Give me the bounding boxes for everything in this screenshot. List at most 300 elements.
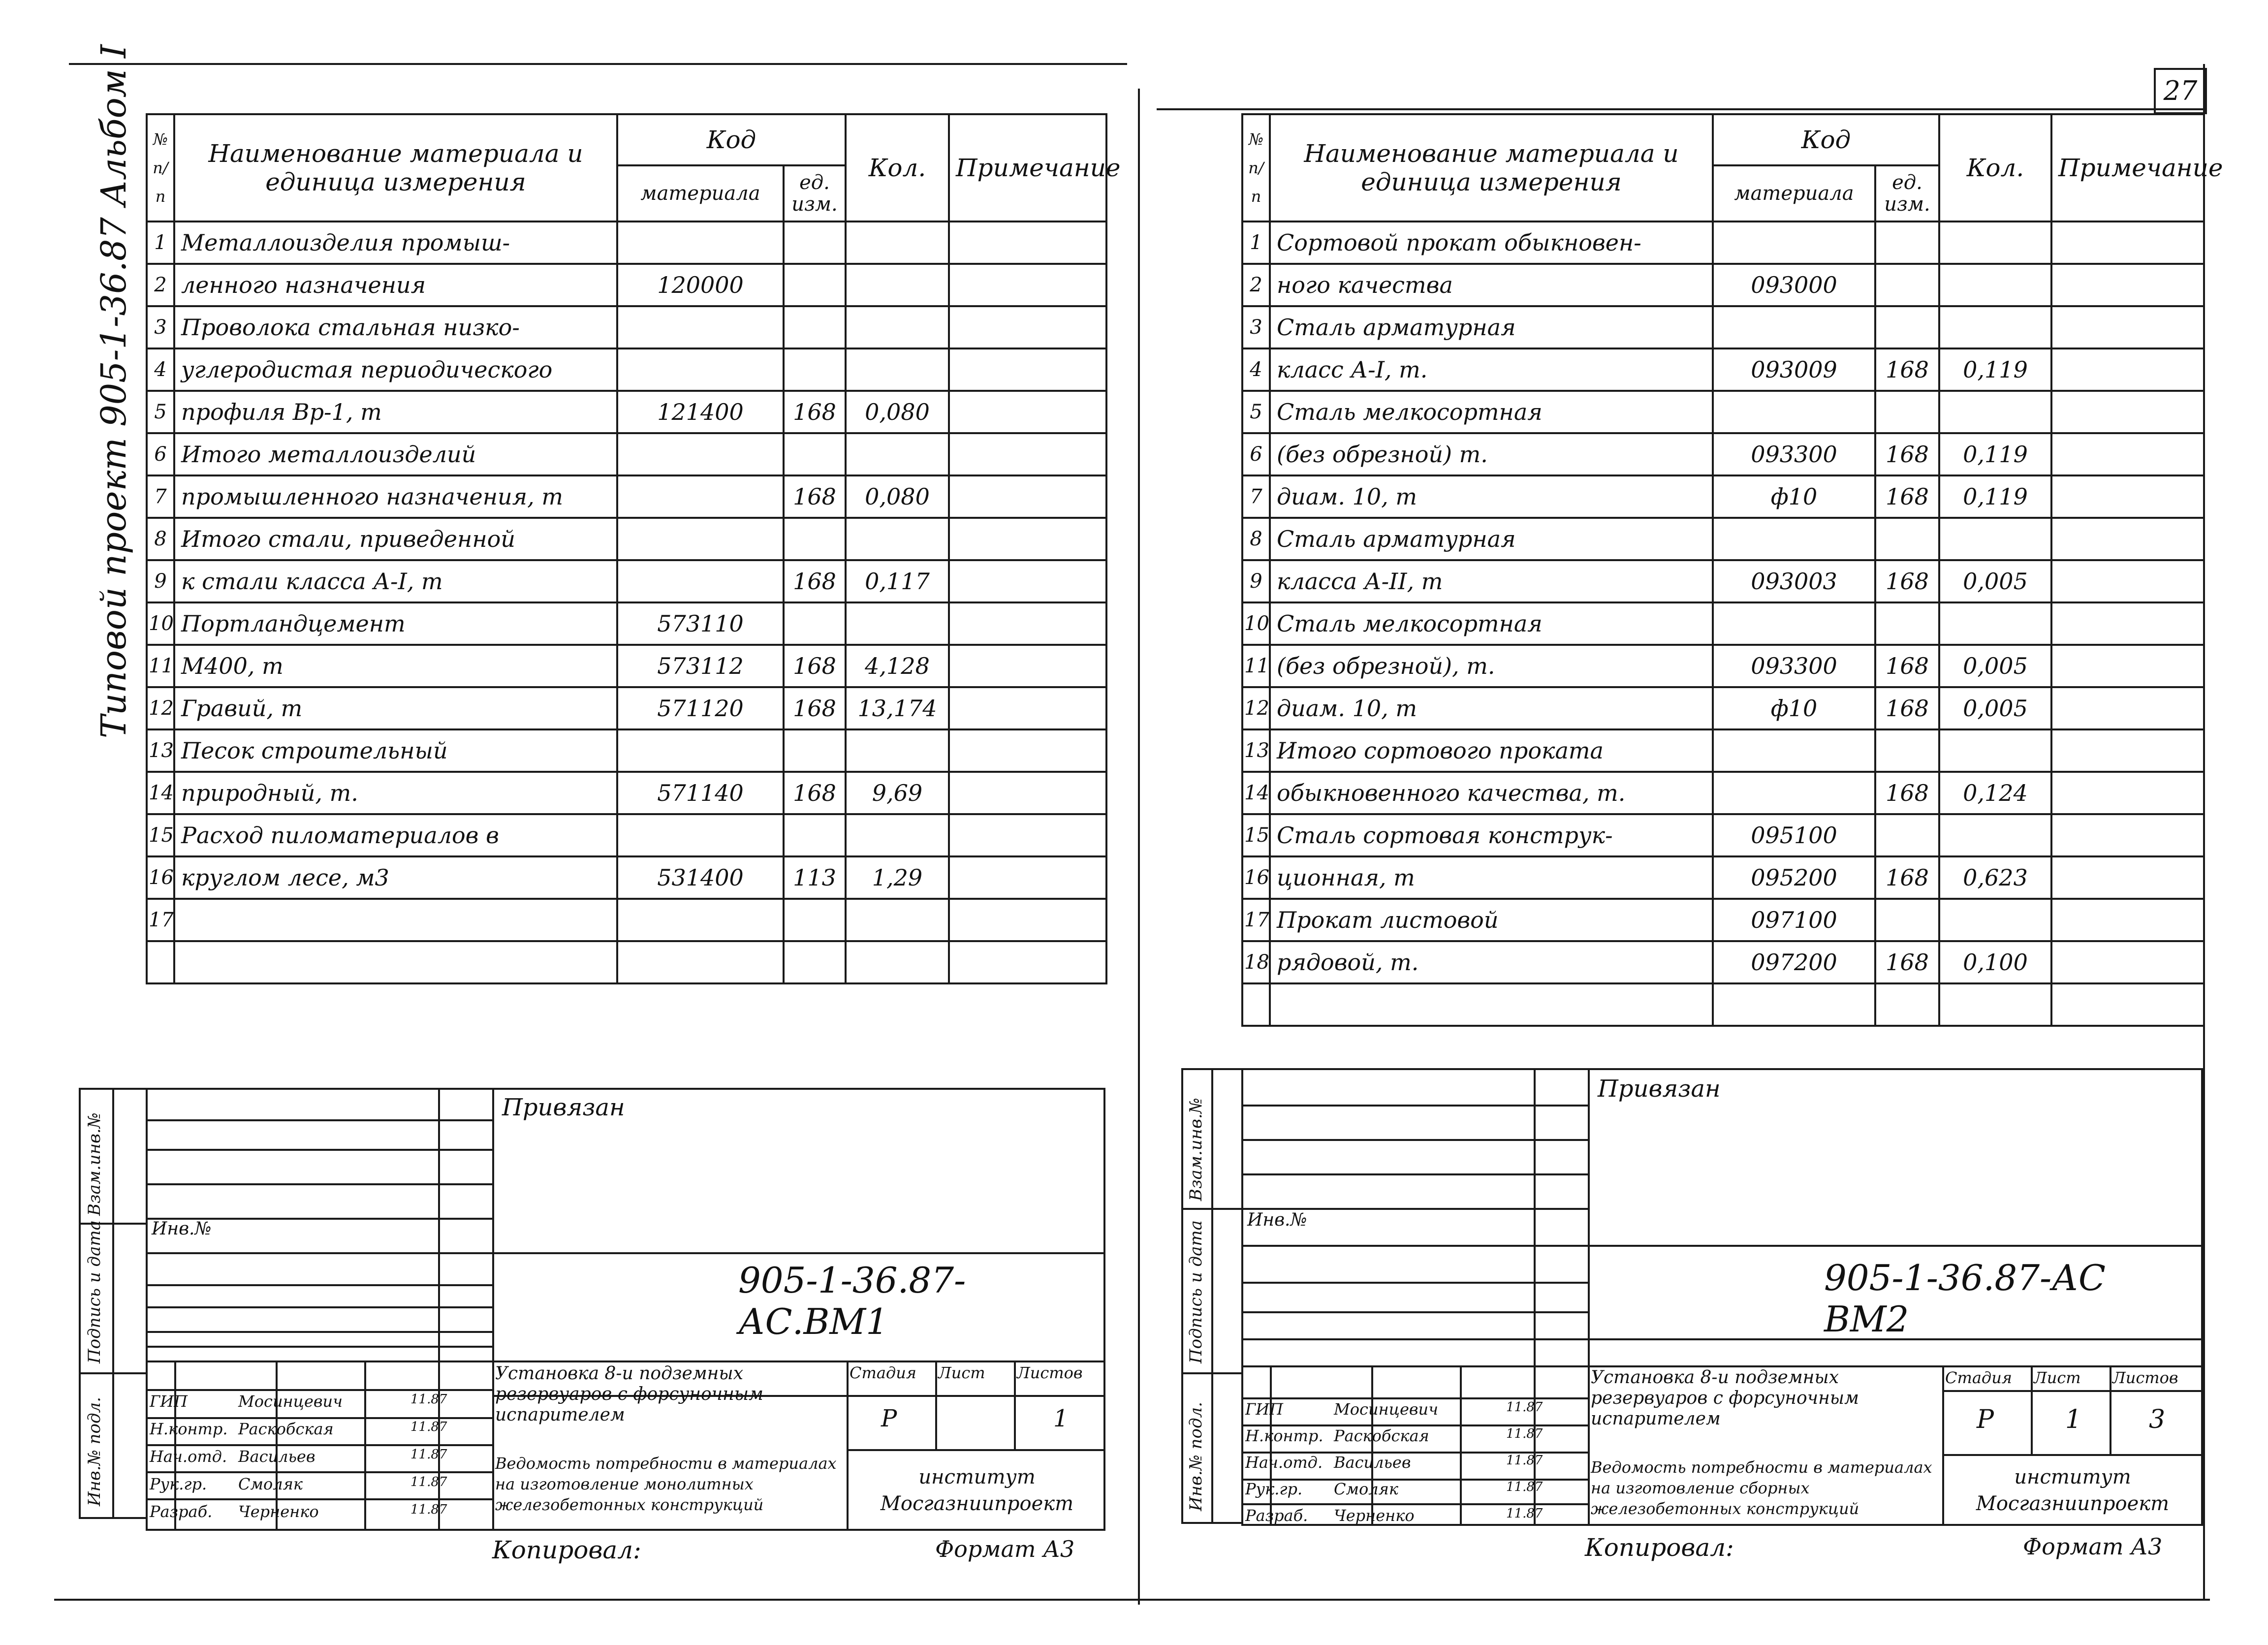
row-note: [949, 433, 1106, 475]
row-note: [949, 687, 1106, 729]
row-note: [2051, 221, 2204, 264]
table-row: [1242, 602, 2204, 645]
page-number-box: [2154, 68, 2207, 114]
row-name: ционная, т: [1270, 856, 1713, 899]
row-number: 4: [147, 348, 174, 391]
row-name: (без обрезной) т.: [1270, 433, 1713, 475]
row-unit: [784, 814, 846, 856]
table-row: [147, 899, 1106, 941]
row-qty: [1939, 983, 2051, 1026]
top-border-line-right: [1157, 108, 2205, 110]
row-unit: 168: [1875, 772, 1939, 814]
row-unit: [1875, 391, 1939, 433]
row-name: ленного назначения: [174, 264, 617, 306]
row-name: рядовой, т.: [1270, 941, 1713, 983]
row-qty: [846, 221, 949, 264]
row-name: промышленного назначения, т: [174, 475, 617, 518]
row-qty: [846, 518, 949, 560]
row-qty: 0,080: [846, 391, 949, 433]
left-stamp-doc-code: 905-1-36.87-АС.ВМ1: [738, 1260, 966, 1342]
left-header-row: [147, 114, 1106, 165]
row-code: 531400: [617, 856, 784, 899]
row-qty: [1939, 391, 2051, 433]
table-row: [147, 602, 1106, 645]
stamp-date: 11.87: [410, 1447, 447, 1462]
row-name: класс А-I, т.: [1270, 348, 1713, 391]
row-code: 097100: [1713, 899, 1875, 941]
right-stamp-sheet-title: Ведомость потребности в материалах на изготовление сборных железобетонных конструкций: [1591, 1458, 1932, 1518]
row-code: [1713, 221, 1875, 264]
left-stamp-attached: Привязан: [502, 1094, 625, 1121]
table-row: [1242, 814, 2204, 856]
row-name: Сталь арматурная: [1270, 518, 1713, 560]
side-caption: Типовой проект 905-1-36.87 Альбом I: [94, 44, 134, 738]
row-name: Гравий, т: [174, 687, 617, 729]
table-row: [1242, 475, 2204, 518]
stamp-role: ГИП: [1245, 1400, 1283, 1419]
row-note: [2051, 348, 2204, 391]
row-note: [949, 306, 1106, 348]
right-stamp-inv: Инв.№: [1247, 1210, 1307, 1230]
row-note: [2051, 645, 2204, 687]
row-note: [949, 814, 1106, 856]
row-name: Сталь мелкосортная: [1270, 391, 1713, 433]
row-number: 8: [1242, 518, 1270, 560]
row-note: [2051, 518, 2204, 560]
stamp-role: Нач.отд.: [150, 1447, 227, 1466]
row-code: ф10: [1713, 475, 1875, 518]
row-note: [2051, 772, 2204, 814]
row-qty: [846, 306, 949, 348]
row-name: [1270, 983, 1713, 1026]
row-qty: [1939, 264, 2051, 306]
row-note: [949, 518, 1106, 560]
row-name: Итого сортового проката: [1270, 729, 1713, 772]
row-note: [2051, 687, 2204, 729]
stamp-date: 11.87: [410, 1420, 447, 1434]
stamp-date: 11.87: [1506, 1400, 1543, 1415]
table-row: [147, 772, 1106, 814]
table-row: [1242, 941, 2204, 983]
row-qty: 13,174: [846, 687, 949, 729]
table-row: [1242, 899, 2204, 941]
row-unit: 168: [1875, 645, 1939, 687]
row-code: [1713, 772, 1875, 814]
left-stamp-sheets: 1: [1053, 1405, 1069, 1432]
row-unit: 168: [784, 391, 846, 433]
row-qty: 0,117: [846, 560, 949, 602]
row-code: ф10: [1713, 687, 1875, 729]
row-number: 17: [147, 899, 174, 941]
row-code: [617, 221, 784, 264]
row-number: 7: [1242, 475, 1270, 518]
left-side-label-1: Взам.инв.№: [85, 1112, 104, 1216]
row-code: 093009: [1713, 348, 1875, 391]
row-name: ного качества: [1270, 264, 1713, 306]
right-stamp-attached: Привязан: [1598, 1075, 1721, 1103]
row-number: 16: [1242, 856, 1270, 899]
row-code: [617, 899, 784, 941]
row-qty: 4,128: [846, 645, 949, 687]
row-code: [617, 729, 784, 772]
row-unit: [784, 348, 846, 391]
row-number: 2: [147, 264, 174, 306]
stamp-person-name: Смоляк: [238, 1475, 303, 1493]
table-row: [147, 221, 1106, 264]
row-qty: [1939, 518, 2051, 560]
stamp-role: Разраб.: [1245, 1506, 1308, 1525]
row-unit: 168: [1875, 941, 1939, 983]
row-unit: [1875, 306, 1939, 348]
row-code: 120000: [617, 264, 784, 306]
table-row: [1242, 856, 2204, 899]
row-unit: [1875, 899, 1939, 941]
left-rows: [147, 221, 1106, 983]
row-note: [949, 602, 1106, 645]
row-name: Сортовой прокат обыкновен-: [1270, 221, 1713, 264]
row-qty: 0,100: [1939, 941, 2051, 983]
table-row: [147, 560, 1106, 602]
stamp-role: ГИП: [150, 1392, 188, 1411]
row-note: [949, 729, 1106, 772]
row-qty: [846, 814, 949, 856]
row-unit: [784, 306, 846, 348]
row-code: [1713, 983, 1875, 1026]
row-name: Сталь мелкосортная: [1270, 602, 1713, 645]
stamp-person-name: Мосинцевич: [1334, 1400, 1439, 1419]
row-unit: [784, 602, 846, 645]
row-code: [1713, 391, 1875, 433]
row-qty: [846, 433, 949, 475]
left-stamp-institute: институт Мосгазниипроект: [880, 1466, 1074, 1515]
col-header-code-material: материала: [617, 165, 784, 221]
row-note: [2051, 306, 2204, 348]
row-unit: 168: [1875, 433, 1939, 475]
row-unit: [1875, 983, 1939, 1026]
col-header-name: Наименование материала и единица измерения: [1270, 114, 1713, 221]
right-rows: [1242, 221, 2204, 1026]
col-header-qty: Кол.: [846, 114, 949, 221]
row-code: [617, 475, 784, 518]
stamp-role: Нач.отд.: [1245, 1453, 1323, 1472]
row-name: Итого стали, приведенной: [174, 518, 617, 560]
row-unit: 168: [784, 560, 846, 602]
stamp-person-name: Раскобская: [238, 1420, 334, 1438]
row-unit: [1875, 602, 1939, 645]
row-code: 093003: [1713, 560, 1875, 602]
row-name: круглом лесе, м3: [174, 856, 617, 899]
row-number: 9: [1242, 560, 1270, 602]
row-qty: 0,623: [1939, 856, 2051, 899]
left-stamp-stage: Р: [881, 1405, 897, 1432]
row-name: обыкновенного качества, т.: [1270, 772, 1713, 814]
left-stamp-sheets-label: Листов: [1017, 1363, 1083, 1382]
left-stamp-inv: Инв.№: [152, 1219, 212, 1239]
row-number: 6: [1242, 433, 1270, 475]
table-row: [1242, 983, 2204, 1026]
row-name: Проволока стальная низко-: [174, 306, 617, 348]
table-row: [1242, 433, 2204, 475]
right-side-label-1: Взам.инв.№: [1186, 1098, 1206, 1201]
row-note: [949, 560, 1106, 602]
row-number: 14: [147, 772, 174, 814]
table-row: [147, 645, 1106, 687]
table-row: [1242, 645, 2204, 687]
col-header-note: Примечание: [949, 114, 1106, 221]
left-copied: Копировал:: [492, 1536, 641, 1564]
top-border-line: [69, 63, 1127, 65]
row-number: 12: [1242, 687, 1270, 729]
row-name: [174, 899, 617, 941]
stamp-date: 11.87: [410, 1475, 447, 1489]
row-note: [2051, 729, 2204, 772]
row-note: [2051, 899, 2204, 941]
table-row: [1242, 560, 2204, 602]
row-code: 095200: [1713, 856, 1875, 899]
stamp-person-name: Мосинцевич: [238, 1392, 343, 1411]
row-name: Прокат листовой: [1270, 899, 1713, 941]
right-stamp-institute: институт Мосгазниипроект: [1976, 1466, 2170, 1515]
row-code: [1713, 306, 1875, 348]
row-note: [2051, 433, 2204, 475]
row-note: [949, 391, 1106, 433]
row-number: 3: [1242, 306, 1270, 348]
row-note: [2051, 941, 2204, 983]
stamp-date: 11.87: [1506, 1453, 1543, 1468]
row-name: природный, т.: [174, 772, 617, 814]
col-header-code-unit: ед. изм.: [1875, 165, 1939, 221]
row-qty: 0,119: [1939, 348, 2051, 391]
right-side-label-3: Инв.№ подл.: [1186, 1402, 1206, 1511]
table-row: [1242, 221, 2204, 264]
left-side-label-2: Подпись и дата: [85, 1220, 104, 1363]
row-name: диам. 10, т: [1270, 687, 1713, 729]
row-unit: [784, 433, 846, 475]
row-number: 13: [147, 729, 174, 772]
right-copied: Копировал:: [1585, 1533, 1734, 1562]
row-number: 10: [147, 602, 174, 645]
row-unit: [784, 899, 846, 941]
row-number: 16: [147, 856, 174, 899]
table-row: [147, 348, 1106, 391]
row-code: 093000: [1713, 264, 1875, 306]
row-name: Итого металлоизделий: [174, 433, 617, 475]
row-unit: 168: [784, 645, 846, 687]
row-number: 9: [147, 560, 174, 602]
row-note: [2051, 391, 2204, 433]
row-code: 573110: [617, 602, 784, 645]
row-unit: 168: [1875, 687, 1939, 729]
stamp-role: Рук.гр.: [150, 1475, 207, 1493]
row-note: [949, 264, 1106, 306]
row-number: 1: [1242, 221, 1270, 264]
row-note: [949, 772, 1106, 814]
row-unit: 168: [1875, 348, 1939, 391]
table-row: [1242, 518, 2204, 560]
right-format: Формат А3: [2023, 1533, 2163, 1560]
row-number: 1: [147, 221, 174, 264]
row-qty: [1939, 729, 2051, 772]
table-row: [1242, 391, 2204, 433]
table-row: [147, 518, 1106, 560]
left-side-label-3: Инв.№ подл.: [85, 1397, 104, 1506]
left-spec-table: [146, 113, 1121, 984]
table-row: [147, 941, 1106, 983]
row-qty: [846, 348, 949, 391]
row-qty: 0,119: [1939, 475, 2051, 518]
row-name: Расход пиломатериалов в: [174, 814, 617, 856]
row-number: 18: [1242, 941, 1270, 983]
stamp-role: Разраб.: [150, 1502, 213, 1521]
right-header-row: [1242, 114, 2204, 165]
row-note: [949, 348, 1106, 391]
row-code: [617, 814, 784, 856]
table-row: [1242, 348, 2204, 391]
row-number: 14: [1242, 772, 1270, 814]
row-number: 17: [1242, 899, 1270, 941]
stamp-person-name: Васильев: [1334, 1453, 1411, 1472]
row-unit: 168: [784, 687, 846, 729]
row-note: [2051, 602, 2204, 645]
stamp-date: 11.87: [1506, 1426, 1543, 1441]
stamp-person-name: Васильев: [238, 1447, 315, 1466]
stamp-person-name: Раскобская: [1334, 1426, 1429, 1445]
left-stamp-sheet-title: Ведомость потребности в материалах на изготовление монолитных железобетонных конструкций: [495, 1454, 837, 1514]
row-number: 2: [1242, 264, 1270, 306]
table-row: [147, 391, 1106, 433]
table-row: [147, 433, 1106, 475]
row-unit: [784, 518, 846, 560]
row-qty: [846, 941, 949, 983]
row-number: [147, 941, 174, 983]
right-stamp-sheets: 3: [2149, 1405, 2166, 1434]
row-number: 13: [1242, 729, 1270, 772]
stamp-person-name: Смоляк: [1334, 1480, 1398, 1498]
row-note: [2051, 475, 2204, 518]
row-unit: 168: [784, 772, 846, 814]
row-code: 121400: [617, 391, 784, 433]
col-header-note: Примечание: [2051, 114, 2204, 221]
left-stamp-sheet-label: Лист: [938, 1363, 985, 1382]
table-row: [147, 814, 1106, 856]
row-name: Сталь сортовая конструк-: [1270, 814, 1713, 856]
row-unit: [784, 264, 846, 306]
row-code: 573112: [617, 645, 784, 687]
row-number: 10: [1242, 602, 1270, 645]
row-number: 5: [147, 391, 174, 433]
row-code: [617, 433, 784, 475]
row-name: профиля Вр-1, т: [174, 391, 617, 433]
row-number: 15: [1242, 814, 1270, 856]
stamp-role: Н.контр.: [1245, 1426, 1323, 1445]
col-header-name: Наименование материала и единица измерения: [174, 114, 617, 221]
row-unit: [1875, 814, 1939, 856]
right-stamp-stage-label: Стадия: [1945, 1368, 2012, 1387]
right-side-label-2: Подпись и дата: [1186, 1220, 1206, 1363]
row-note: [949, 899, 1106, 941]
row-qty: 0,005: [1939, 645, 2051, 687]
row-code: 093300: [1713, 433, 1875, 475]
row-code: [617, 306, 784, 348]
left-stamp-title: Установка 8-и подземных резервуаров с форсуночным испарителем: [495, 1363, 763, 1425]
table-row: [147, 729, 1106, 772]
row-code: [617, 560, 784, 602]
row-unit: 168: [1875, 560, 1939, 602]
stamp-person-name: Черненко: [1334, 1506, 1415, 1525]
row-code: [1713, 729, 1875, 772]
right-stamp-title: Установка 8-и подземных резервуаров с форсуночным испарителем: [1591, 1367, 1859, 1429]
table-row: [147, 306, 1106, 348]
row-code: [617, 348, 784, 391]
row-unit: [1875, 264, 1939, 306]
col-header-code: Код: [617, 114, 846, 165]
col-header-code-material: материала: [1713, 165, 1875, 221]
row-number: 4: [1242, 348, 1270, 391]
row-qty: [846, 899, 949, 941]
stamp-date: 11.87: [410, 1392, 447, 1407]
row-qty: 0,005: [1939, 560, 2051, 602]
stamp-date: 11.87: [1506, 1506, 1543, 1521]
row-qty: [846, 602, 949, 645]
row-unit: [784, 729, 846, 772]
row-qty: [1939, 306, 2051, 348]
row-name: (без обрезной), т.: [1270, 645, 1713, 687]
row-note: [2051, 814, 2204, 856]
col-header-qty: Кол.: [1939, 114, 2051, 221]
table-row: [147, 264, 1106, 306]
row-note: [949, 941, 1106, 983]
row-number: [1242, 983, 1270, 1026]
row-code: [617, 518, 784, 560]
row-note: [2051, 560, 2204, 602]
table-row: [1242, 729, 2204, 772]
col-header-code-unit: ед. изм.: [784, 165, 846, 221]
right-stamp: [1241, 1068, 2203, 1526]
row-qty: [1939, 899, 2051, 941]
row-note: [949, 856, 1106, 899]
row-unit: 113: [784, 856, 846, 899]
col-header-num: № п/п: [1242, 114, 1270, 221]
row-name: диам. 10, т: [1270, 475, 1713, 518]
col-header-num: № п/п: [147, 114, 174, 221]
left-stamp: [146, 1088, 1105, 1531]
row-number: 15: [147, 814, 174, 856]
row-note: [949, 475, 1106, 518]
stamp-role: Н.контр.: [150, 1420, 228, 1438]
table-row: [147, 687, 1106, 729]
row-number: 5: [1242, 391, 1270, 433]
row-unit: [1875, 221, 1939, 264]
row-qty: 0,124: [1939, 772, 2051, 814]
stamp-role: Рук.гр.: [1245, 1480, 1303, 1498]
row-name: к стали класса А-I, т: [174, 560, 617, 602]
row-qty: [846, 729, 949, 772]
row-code: [617, 941, 784, 983]
sheet-divider: [1138, 89, 1140, 1605]
row-unit: [1875, 518, 1939, 560]
stamp-date: 11.87: [1506, 1480, 1543, 1494]
row-code: 093300: [1713, 645, 1875, 687]
table-row: [147, 475, 1106, 518]
right-stamp-sheet-label: Лист: [2034, 1368, 2081, 1387]
row-unit: 168: [1875, 475, 1939, 518]
table-row: [1242, 772, 2204, 814]
row-number: 8: [147, 518, 174, 560]
row-unit: [784, 221, 846, 264]
row-code: 571120: [617, 687, 784, 729]
row-number: 6: [147, 433, 174, 475]
right-stamp-stage: Р: [1977, 1405, 1994, 1434]
